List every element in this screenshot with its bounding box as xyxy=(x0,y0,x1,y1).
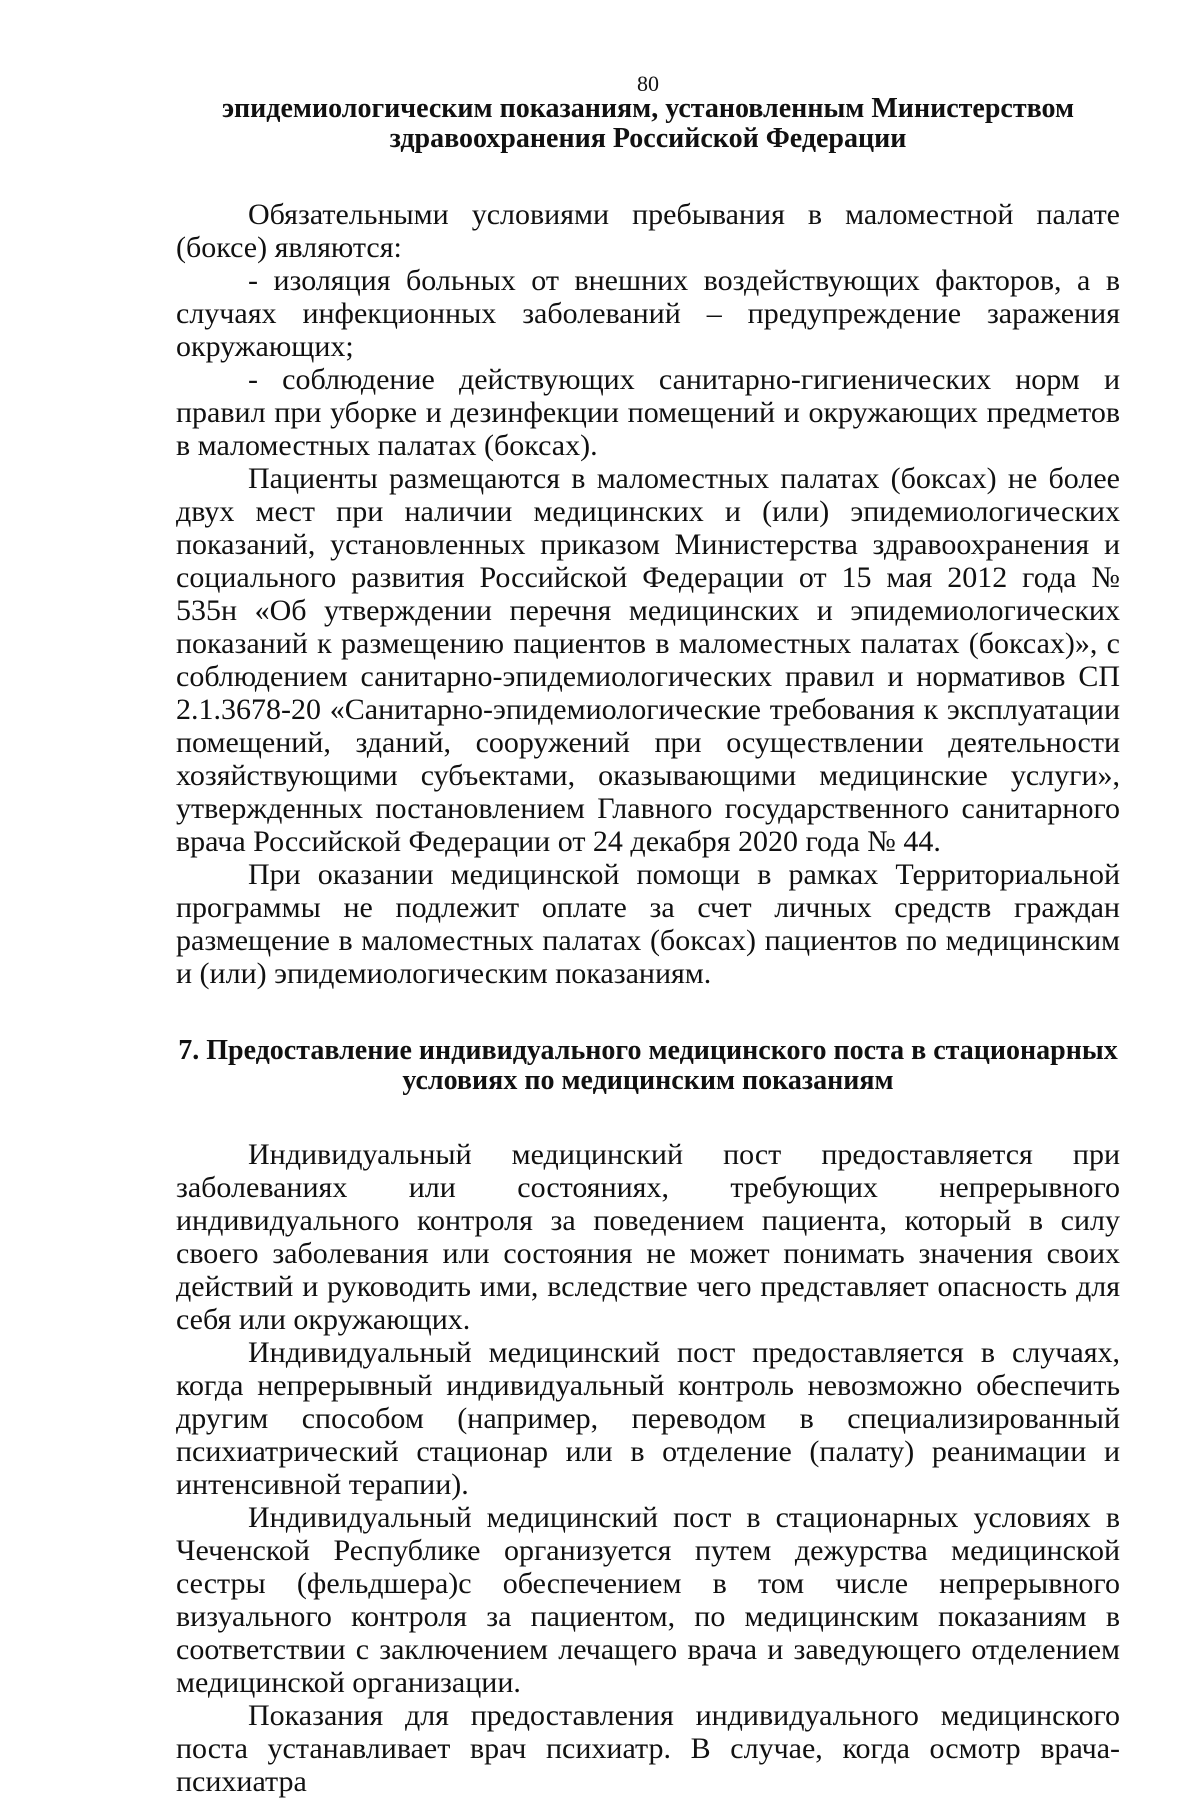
paragraph: Индивидуальный медицинский пост в стационарных условиях в Чеченской Республике организуется путем дежурства медицинской сестры (фельдшера)с обеспечением в том числе непрерывного визуального контроля за пациентом, по медицинским показаниям в соответствии с заключением лечащего врача и заведующего отделением медицинской организации. xyxy=(176,1501,1120,1699)
paragraph: Индивидуальный медицинский пост предоставляется в случаях, когда непрерывный индивидуальный контроль невозможно обеспечить другим способом (например, переводом в специализированный психиатрический стационар или в отделение (палату) реанимации и интенсивной терапии). xyxy=(176,1336,1120,1501)
page-content xyxy=(176,72,1120,1798)
paragraph: Индивидуальный медицинский пост предоставляется при заболеваниях или состояниях, требующих непрерывного индивидуального контроля за поведением пациента, который в силу своего заболевания или состояния не может понимать значения своих действий и руководить ими, вследствие чего представляет опасность для себя или окружающих. xyxy=(176,1138,1120,1336)
page-number: 80 xyxy=(637,71,659,96)
paragraph: Обязательными условиями пребывания в маломестной палате (боксе) являются: xyxy=(176,198,1120,264)
paragraph: - изоляция больных от внешних воздействующих факторов, а в случаях инфекционных заболеваний – предупреждение заражения окружающих; xyxy=(176,264,1120,363)
paragraph: При оказании медицинской помощи в рамках Территориальной программы не подлежит оплате за счет личных средств граждан размещение в маломестных палатах (боксах) пациентов по медицинским и (или) эпидемиологическим показаниям. xyxy=(176,858,1120,990)
paragraph: Показания для предоставления индивидуального медицинского поста устанавливает врач психиатр. В случае, когда осмотр врача-психиатра xyxy=(176,1699,1120,1798)
continued-heading: эпидемиологическим показаниям, установленным Министерством здравоохранения Российской Федерации xyxy=(221,93,1075,154)
paragraph: - соблюдение действующих санитарно-гигиенических норм и правил при уборке и дезинфекции помещений и окружающих предметов в маломестных палатах (боксах). xyxy=(176,363,1120,462)
paragraph: Пациенты размещаются в маломестных палатах (боксах) не более двух мест при наличии медицинских и (или) эпидемиологических показаний, установленных приказом Министерства здравоохранения и социального развития Российской Федерации от 15 мая 2012 года № 535н «Об утверждении перечня медицинских и эпидемиологических показаний к размещению пациентов в маломестных палатах (боксах)», с соблюдением санитарно-эпидемиологических правил и нормативов СП 2.1.3678-20 «Санитарно-эпидемиологические требования к эксплуатации помещений, зданий, сооружений при осуществлении деятельности хозяйствующими субъектами, оказывающими медицинские услуги», утвержденных постановлением Главного государственного санитарного врача Российской Федерации от 24 декабря 2020 года № 44. xyxy=(176,462,1120,858)
section-heading: 7. Предоставление индивидуального медицинского поста в стационарных условиях по медицинским показаниям xyxy=(178,1035,1118,1096)
